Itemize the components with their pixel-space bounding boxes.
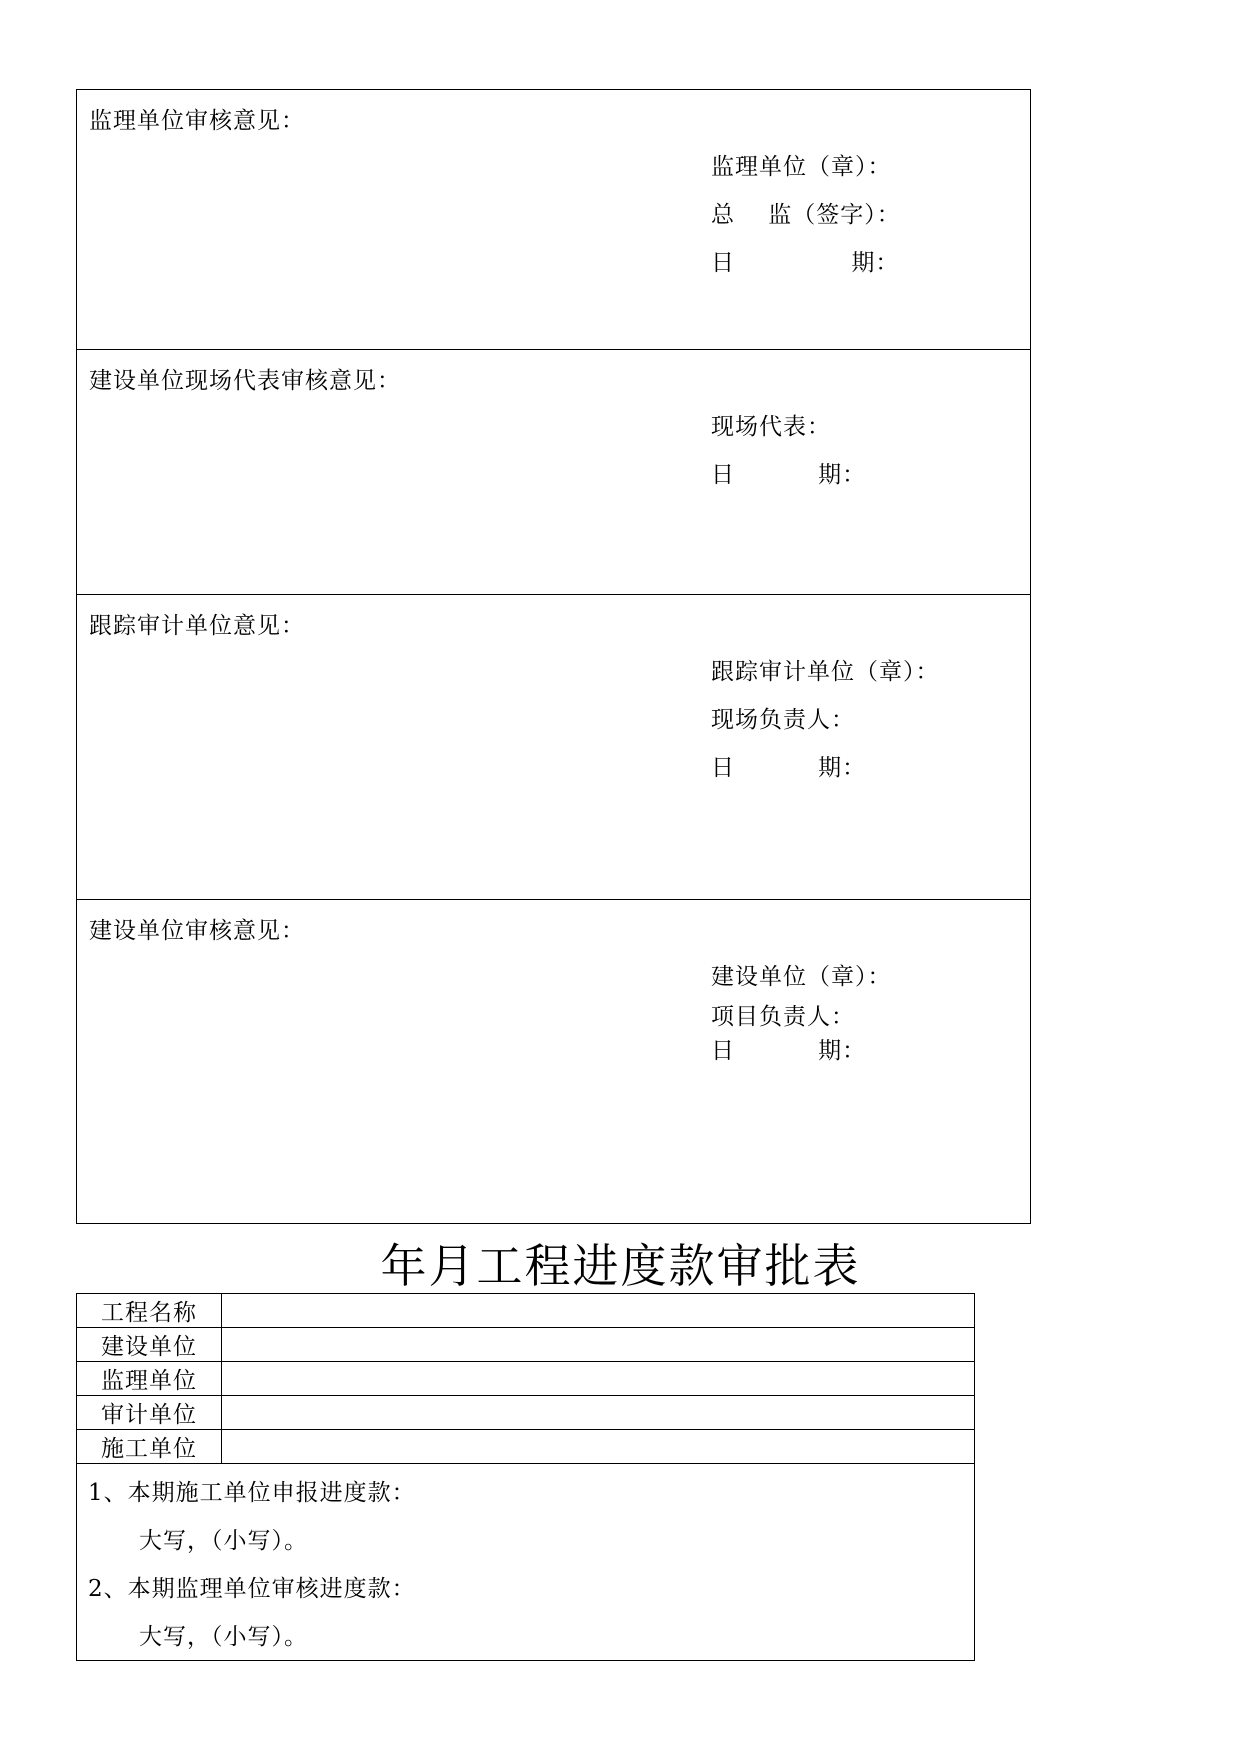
amounts-cell	[77, 1464, 975, 1661]
chief-supervisor-signature: 总 监（签字）：	[711, 202, 901, 228]
owner-rep-date: 日 期：	[711, 462, 867, 488]
supervision-opinion-label: 监理单位审核意见：	[89, 108, 305, 134]
audit-opinion-section	[77, 595, 1030, 900]
supervision-opinion-section	[77, 90, 1030, 350]
owner-opinion-label: 建设单位审核意见：	[89, 918, 305, 944]
row-value-owner-unit[interactable]	[222, 1328, 975, 1362]
owner-opinion-section	[77, 900, 1030, 1225]
table-row	[77, 1464, 975, 1661]
approved-payment-label: 2、本期监理单位审核进度款：	[88, 1576, 416, 1602]
table-row	[77, 1294, 975, 1328]
declared-payment-amount[interactable]: 大写，（小写）。	[139, 1528, 308, 1554]
table-row	[77, 1362, 975, 1396]
row-value-construction-unit[interactable]	[222, 1430, 975, 1464]
table-row	[77, 1396, 975, 1430]
owner-unit-stamp: 建设单位（章）：	[711, 964, 892, 990]
approval-form-title: 年月工程进度款审批表	[380, 1239, 861, 1293]
owner-rep-opinion-label: 建设单位现场代表审核意见：	[89, 368, 401, 394]
site-representative: 现场代表：	[711, 414, 831, 440]
approved-payment-amount[interactable]: 大写，（小写）。	[139, 1624, 308, 1650]
row-label-construction-unit: 施工单位	[77, 1430, 222, 1464]
row-label-audit-unit: 审计单位	[77, 1396, 222, 1430]
project-manager: 项目负责人：	[711, 1004, 855, 1030]
row-label-owner-unit: 建设单位	[77, 1328, 222, 1362]
audit-date: 日 期：	[711, 755, 867, 781]
owner-rep-opinion-section	[77, 350, 1030, 595]
audit-opinion-label: 跟踪审计单位意见：	[89, 613, 305, 639]
supervision-date: 日 期：	[711, 250, 900, 276]
table-row	[77, 1328, 975, 1362]
audit-site-person: 现场负责人：	[711, 707, 855, 733]
owner-date: 日 期：	[711, 1038, 867, 1064]
row-label-supervision-unit: 监理单位	[77, 1362, 222, 1396]
row-value-supervision-unit[interactable]	[222, 1362, 975, 1396]
audit-unit-stamp: 跟踪审计单位（章）：	[711, 659, 940, 685]
opinions-table	[76, 89, 1031, 1224]
row-value-audit-unit[interactable]	[222, 1396, 975, 1430]
supervision-unit-stamp: 监理单位（章）：	[711, 154, 892, 180]
row-label-project-name: 工程名称	[77, 1294, 222, 1328]
table-row	[77, 1430, 975, 1464]
approval-form-table	[76, 1293, 975, 1661]
declared-payment-label: 1、本期施工单位申报进度款：	[88, 1480, 416, 1506]
row-value-project-name[interactable]	[222, 1294, 975, 1328]
